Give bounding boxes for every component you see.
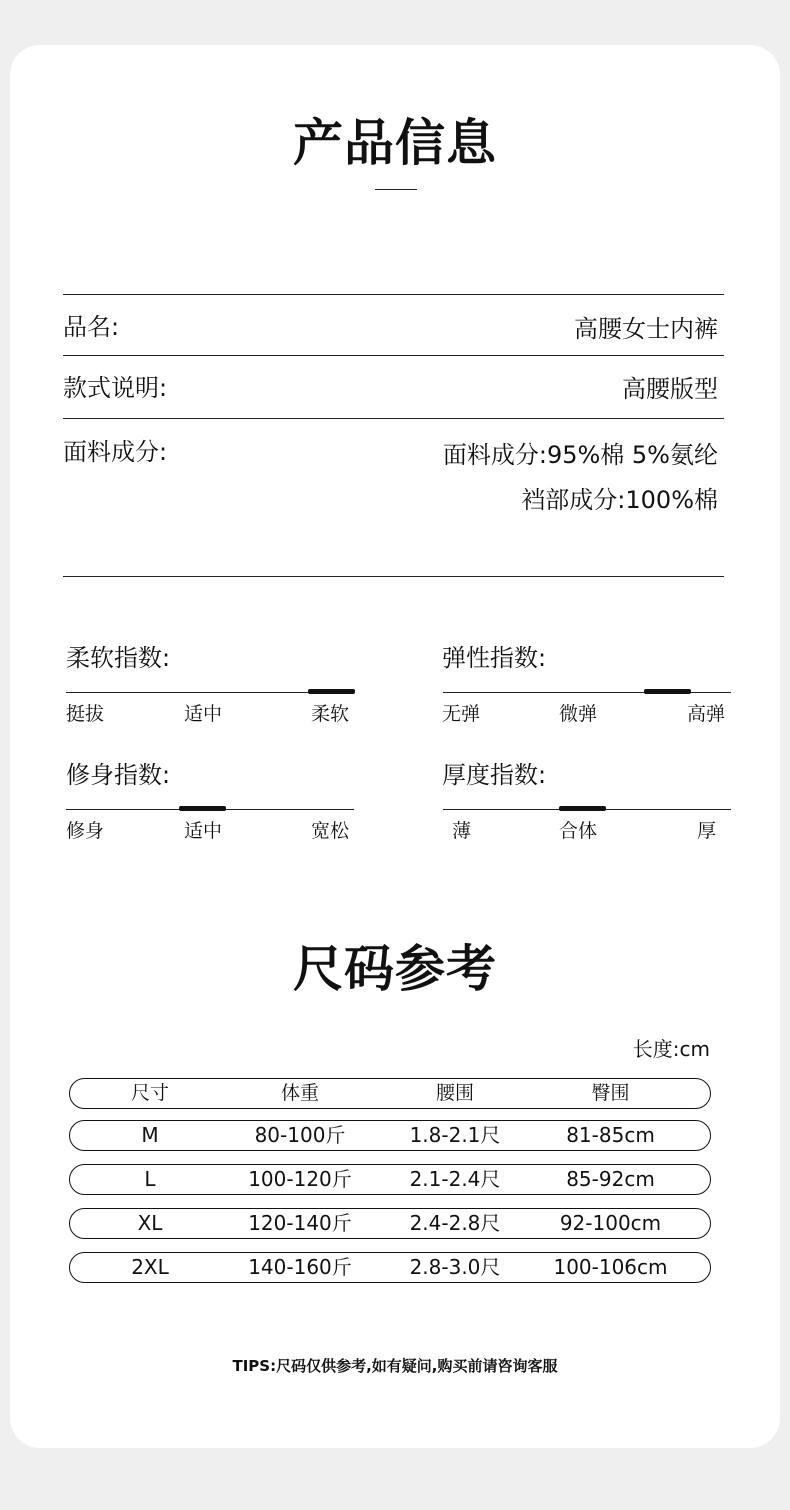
hip-cell: 81-85cm — [566, 1123, 655, 1147]
hip-cell: 100-106cm — [553, 1255, 668, 1279]
divider — [63, 418, 724, 419]
header-weight: 体重 — [280, 1082, 319, 1104]
weight-cell: 140-160斤 — [248, 1255, 352, 1279]
fabric-label: 面料成分: — [63, 438, 168, 466]
fabric-value: 面料成分:95%棉 5%氨纶 — [442, 441, 718, 469]
hip-cell: 92-100cm — [559, 1211, 662, 1235]
product-name-value: 高腰女士内裤 — [574, 315, 718, 343]
header-waist: 腰围 — [435, 1082, 474, 1104]
softness-marker — [308, 689, 355, 694]
table-row — [69, 1208, 711, 1239]
size-table-header — [69, 1078, 711, 1109]
fit-tick-mid: 适中 — [184, 820, 223, 842]
product-info-title: 产品信息 — [293, 114, 497, 172]
style-label: 款式说明: — [63, 374, 168, 402]
thickness-tick-high: 厚 — [697, 820, 717, 842]
size-cell: M — [141, 1123, 159, 1147]
header-hip: 臀围 — [591, 1082, 630, 1104]
table-row — [69, 1252, 711, 1283]
tips-note: TIPS:尺码仅供参考,如有疑问,购买前请咨询客服 — [232, 1357, 558, 1375]
weight-cell: 100-120斤 — [248, 1167, 352, 1191]
softness-title: 柔软指数: — [66, 644, 171, 672]
elasticity-tick-low: 无弹 — [442, 703, 481, 725]
divider — [63, 294, 724, 295]
waist-cell: 1.8-2.1尺 — [409, 1123, 501, 1147]
thickness-title: 厚度指数: — [442, 761, 547, 789]
hip-cell: 85-92cm — [566, 1167, 655, 1191]
style-value: 高腰版型 — [622, 375, 718, 403]
size-cell: 2XL — [131, 1255, 169, 1279]
size-cell: L — [144, 1167, 156, 1191]
softness-tick-high: 柔软 — [311, 703, 350, 725]
weight-cell: 120-140斤 — [248, 1211, 352, 1235]
fit-marker — [179, 806, 226, 811]
header-size: 尺寸 — [130, 1082, 169, 1104]
waist-cell: 2.4-2.8尺 — [409, 1211, 501, 1235]
fit-tick-high: 宽松 — [311, 820, 350, 842]
softness-tick-low: 挺拔 — [66, 703, 105, 725]
table-row — [69, 1120, 711, 1151]
fit-tick-low: 修身 — [66, 820, 105, 842]
fit-title: 修身指数: — [66, 761, 171, 789]
crotch-fabric-value: 裆部成分:100%棉 — [521, 486, 718, 514]
thickness-tick-mid: 合体 — [559, 820, 598, 842]
size-cell: XL — [137, 1211, 163, 1235]
elasticity-tick-high: 高弹 — [687, 703, 726, 725]
unit-label: 长度:cm — [632, 1037, 710, 1061]
thickness-tick-low: 薄 — [452, 820, 472, 842]
waist-cell: 2.8-3.0尺 — [409, 1255, 501, 1279]
thickness-marker — [559, 806, 606, 811]
elasticity-tick-mid: 微弹 — [559, 703, 598, 725]
softness-tick-mid: 适中 — [184, 703, 223, 725]
waist-cell: 2.1-2.4尺 — [409, 1167, 501, 1191]
elasticity-marker — [644, 689, 691, 694]
divider — [63, 355, 724, 356]
title-underline — [375, 189, 417, 190]
product-name-label: 品名: — [63, 313, 120, 341]
table-row — [69, 1164, 711, 1195]
weight-cell: 80-100斤 — [254, 1123, 346, 1147]
divider — [63, 576, 724, 577]
size-reference-title: 尺码参考 — [293, 940, 497, 998]
elasticity-title: 弹性指数: — [442, 644, 547, 672]
